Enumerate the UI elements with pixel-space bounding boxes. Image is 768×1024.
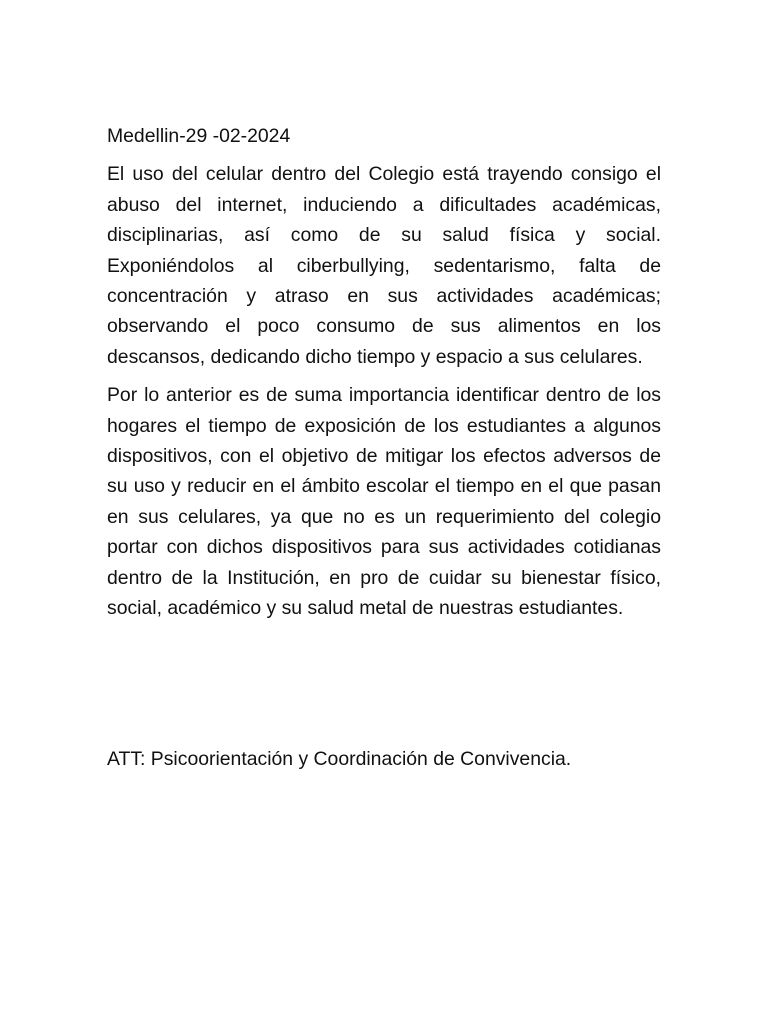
paragraph-2: Por lo anterior es de suma importancia identificar dentro de los hogares el tiempo de exposición de los estudiantes a algunos dispositivos, con el objetivo de mitigar los efectos adversos de su uso y reducir en el ámbito escolar el tiempo en el que pasan en sus celulares, ya que no es un requerimiento del colegio portar con dichos dispositivos para sus actividades cotidianas dentro de la Institución, en pro de cuidar su bienestar físico, social, académico y su salud metal de nuestras estudiantes.: [107, 384, 661, 620]
paragraph-1: El uso del celular dentro del Colegio está trayendo consigo el abuso del internet, induciendo a dificultades académicas, disciplinarias, así como de su salud física y social. Exponiéndolos al ciberbullying, sedentarismo, falta de concentración y atraso en sus actividades académicas; observando el poco consumo de sus alimentos en los descansos, dedicando dicho tiempo y espacio a sus celulares.: [107, 163, 661, 368]
document-signature: ATT: Psicoorientación y Coordinación de Convivencia.: [107, 748, 572, 770]
document-body: [107, 121, 661, 624]
document-date: Medellin-29 -02-2024: [107, 125, 291, 147]
